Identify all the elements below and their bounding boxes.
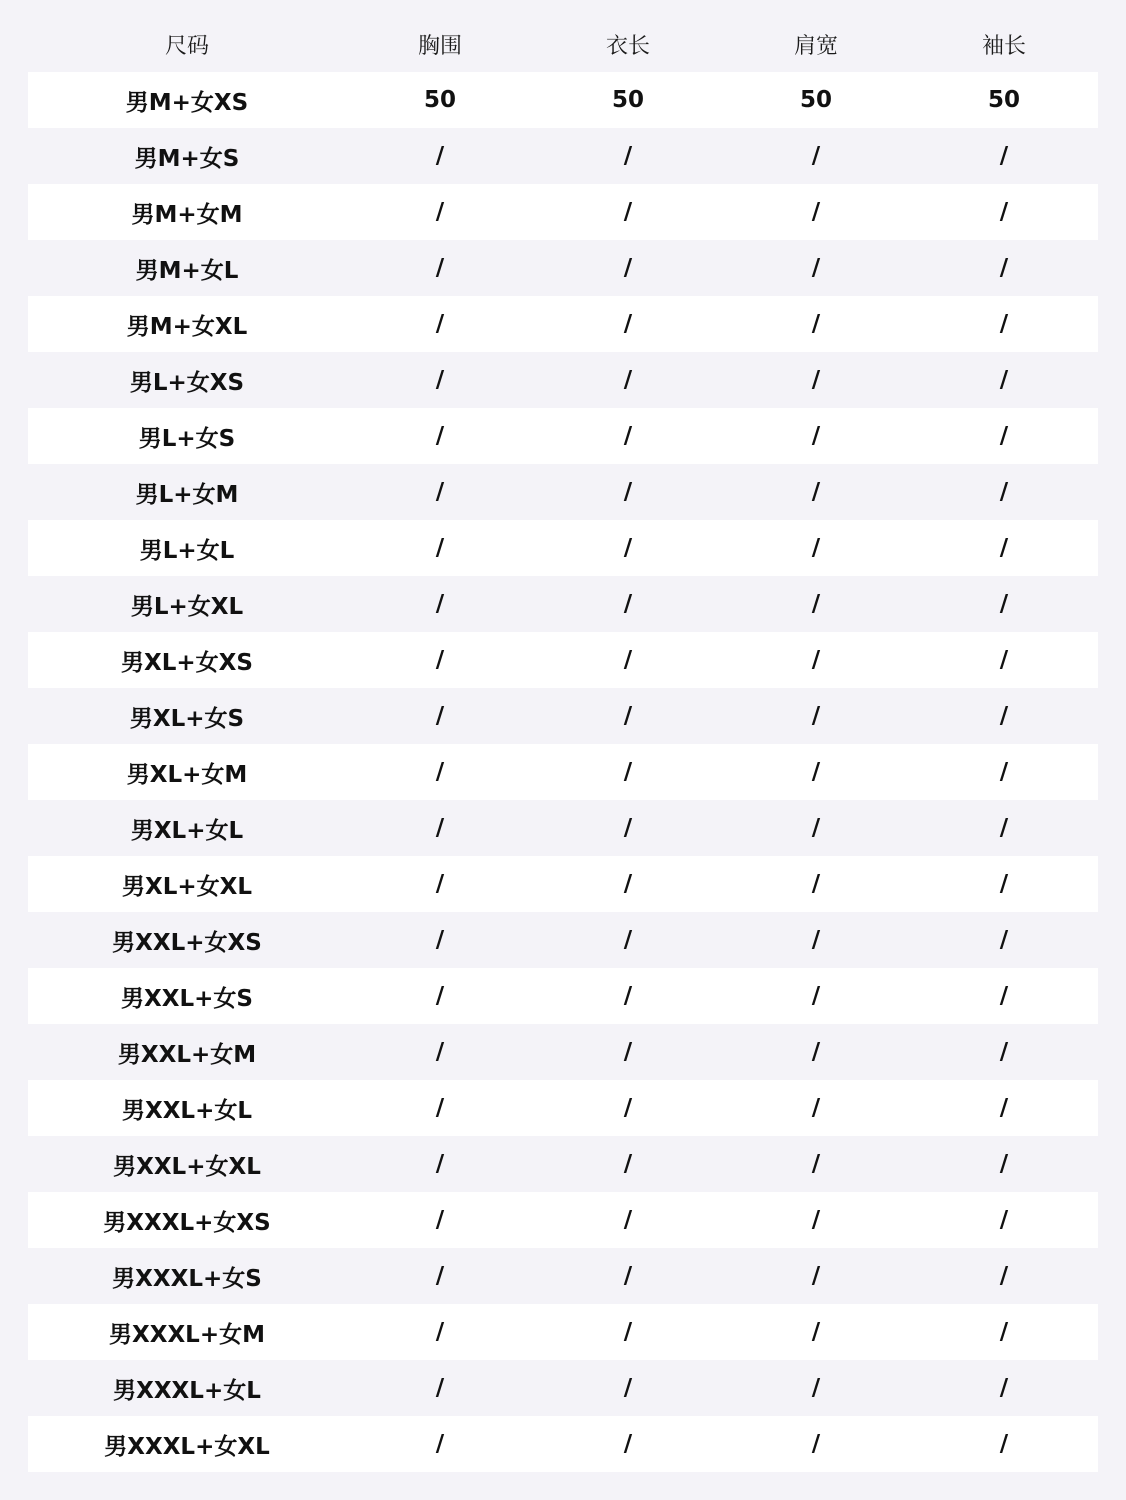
cell-length: /	[623, 1263, 633, 1289]
cell-size: 男XXL+女XS	[112, 929, 262, 956]
cell-shoulder: /	[811, 927, 821, 953]
cell-chest: /	[435, 479, 445, 505]
cell-chest: /	[435, 871, 445, 897]
cell-length: /	[623, 1095, 633, 1121]
cell-shoulder: /	[811, 591, 821, 617]
cell-sleeve: /	[999, 367, 1009, 393]
cell-sleeve: /	[999, 759, 1009, 785]
cell-size: 男L+女L	[139, 537, 235, 564]
cell-shoulder: /	[811, 367, 821, 393]
table-row	[28, 352, 1098, 408]
cell-sleeve: /	[999, 535, 1009, 561]
table-row	[28, 72, 1098, 128]
cell-shoulder: /	[811, 647, 821, 673]
cell-shoulder: /	[811, 255, 821, 281]
cell-size: 男XL+女L	[130, 817, 244, 844]
cell-chest: /	[435, 815, 445, 841]
cell-length: /	[623, 1375, 633, 1401]
cell-length: /	[623, 1319, 633, 1345]
cell-sleeve: /	[999, 199, 1009, 225]
cell-length: /	[623, 927, 633, 953]
table-row	[28, 744, 1098, 800]
cell-sleeve: /	[999, 1375, 1009, 1401]
header-length: 衣长	[605, 33, 650, 59]
cell-size: 男XXXL+女XS	[103, 1209, 271, 1236]
cell-size: 男M+女M	[131, 201, 243, 228]
cell-sleeve: /	[999, 1151, 1009, 1177]
cell-shoulder: /	[811, 479, 821, 505]
cell-chest: /	[435, 199, 445, 225]
cell-chest: 50	[423, 87, 456, 113]
cell-sleeve: /	[999, 479, 1009, 505]
cell-length: /	[623, 815, 633, 841]
cell-length: /	[623, 255, 633, 281]
cell-chest: /	[435, 367, 445, 393]
cell-size: 男L+女S	[138, 425, 236, 452]
cell-size: 男XXXL+女XL	[104, 1433, 270, 1460]
cell-sleeve: 50	[987, 87, 1020, 113]
cell-sleeve: /	[999, 143, 1009, 169]
header-chest: 胸围	[417, 33, 462, 59]
table-row	[28, 408, 1098, 464]
table-row	[28, 1024, 1098, 1080]
cell-shoulder: /	[811, 143, 821, 169]
cell-sleeve: /	[999, 983, 1009, 1009]
cell-chest: /	[435, 535, 445, 561]
cell-length: /	[623, 479, 633, 505]
cell-length: /	[623, 367, 633, 393]
table-row	[28, 1192, 1098, 1248]
cell-length: /	[623, 1431, 633, 1457]
cell-size: 男XXL+女L	[121, 1097, 253, 1124]
cell-shoulder: /	[811, 983, 821, 1009]
table-row	[28, 1416, 1098, 1472]
cell-chest: /	[435, 591, 445, 617]
cell-chest: /	[435, 927, 445, 953]
table-row	[28, 632, 1098, 688]
cell-sleeve: /	[999, 1431, 1009, 1457]
cell-sleeve: /	[999, 815, 1009, 841]
header-sleeve: 袖长	[981, 33, 1026, 59]
cell-length: /	[623, 535, 633, 561]
table-row	[28, 1080, 1098, 1136]
cell-length: /	[623, 1207, 633, 1233]
cell-sleeve: /	[999, 871, 1009, 897]
cell-sleeve: /	[999, 591, 1009, 617]
cell-shoulder: /	[811, 199, 821, 225]
cell-shoulder: /	[811, 871, 821, 897]
cell-size: 男XXXL+女S	[112, 1265, 262, 1292]
cell-chest: /	[435, 1151, 445, 1177]
header-shoulder: 肩宽	[793, 33, 838, 59]
table-row	[28, 1248, 1098, 1304]
cell-sleeve: /	[999, 703, 1009, 729]
table-row	[28, 1136, 1098, 1192]
cell-shoulder: /	[811, 759, 821, 785]
cell-sleeve: /	[999, 1095, 1009, 1121]
cell-sleeve: /	[999, 423, 1009, 449]
table-row	[28, 576, 1098, 632]
cell-length: /	[623, 143, 633, 169]
cell-sleeve: /	[999, 1039, 1009, 1065]
cell-chest: /	[435, 1263, 445, 1289]
cell-size: 男M+女XS	[125, 89, 249, 116]
cell-chest: /	[435, 423, 445, 449]
cell-chest: /	[435, 1431, 445, 1457]
cell-size: 男XXXL+女L	[113, 1377, 261, 1404]
cell-length: /	[623, 423, 633, 449]
cell-shoulder: /	[811, 815, 821, 841]
table-row	[28, 1304, 1098, 1360]
cell-size: 男M+女L	[135, 257, 239, 284]
table-row	[28, 688, 1098, 744]
cell-chest: /	[435, 759, 445, 785]
cell-sleeve: /	[999, 311, 1009, 337]
cell-shoulder: /	[811, 1095, 821, 1121]
cell-shoulder: /	[811, 1039, 821, 1065]
table-row	[28, 464, 1098, 520]
cell-length: /	[623, 647, 633, 673]
cell-length: 50	[611, 87, 644, 113]
cell-size: 男L+女XS	[129, 369, 245, 396]
cell-chest: /	[435, 1207, 445, 1233]
table-body	[28, 72, 1098, 1472]
cell-size: 男M+女XL	[126, 313, 248, 340]
cell-chest: /	[435, 983, 445, 1009]
cell-length: /	[623, 983, 633, 1009]
cell-size: 男XL+女M	[126, 761, 248, 788]
cell-sleeve: /	[999, 1319, 1009, 1345]
cell-length: /	[623, 199, 633, 225]
cell-chest: /	[435, 255, 445, 281]
cell-size: 男XXL+女M	[117, 1041, 257, 1068]
cell-sleeve: /	[999, 647, 1009, 673]
table-row	[28, 240, 1098, 296]
cell-shoulder: /	[811, 423, 821, 449]
cell-shoulder: /	[811, 703, 821, 729]
cell-size: 男M+女S	[134, 145, 240, 172]
cell-size: 男L+女M	[135, 481, 239, 508]
table-row	[28, 296, 1098, 352]
cell-chest: /	[435, 1375, 445, 1401]
table-row	[28, 856, 1098, 912]
size-chart-table	[28, 16, 1098, 1472]
header-size: 尺码	[164, 33, 209, 59]
cell-sleeve: /	[999, 1207, 1009, 1233]
cell-size: 男XL+女S	[129, 705, 245, 732]
cell-length: /	[623, 871, 633, 897]
cell-shoulder: /	[811, 311, 821, 337]
cell-chest: /	[435, 703, 445, 729]
cell-shoulder: /	[811, 1151, 821, 1177]
cell-size: 男XXL+女S	[121, 985, 253, 1012]
cell-length: /	[623, 1151, 633, 1177]
cell-size: 男L+女XL	[130, 593, 244, 620]
cell-shoulder: /	[811, 1319, 821, 1345]
cell-length: /	[623, 703, 633, 729]
cell-shoulder: /	[811, 1207, 821, 1233]
cell-shoulder: /	[811, 1263, 821, 1289]
cell-chest: /	[435, 1095, 445, 1121]
table-row	[28, 800, 1098, 856]
cell-length: /	[623, 591, 633, 617]
cell-sleeve: /	[999, 255, 1009, 281]
cell-shoulder: /	[811, 1431, 821, 1457]
cell-size: 男XL+女XS	[121, 649, 253, 676]
cell-size: 男XL+女XL	[121, 873, 253, 900]
cell-size: 男XXL+女XL	[113, 1153, 261, 1180]
cell-length: /	[623, 1039, 633, 1065]
table-row	[28, 1360, 1098, 1416]
table-header-row	[28, 16, 1098, 72]
cell-sleeve: /	[999, 1263, 1009, 1289]
table-row	[28, 184, 1098, 240]
table-row	[28, 128, 1098, 184]
table-row	[28, 520, 1098, 576]
cell-chest: /	[435, 1039, 445, 1065]
cell-size: 男XXXL+女M	[108, 1321, 265, 1348]
cell-length: /	[623, 311, 633, 337]
cell-chest: /	[435, 311, 445, 337]
cell-length: /	[623, 759, 633, 785]
cell-chest: /	[435, 1319, 445, 1345]
table-row	[28, 968, 1098, 1024]
cell-chest: /	[435, 647, 445, 673]
cell-chest: /	[435, 143, 445, 169]
table-row	[28, 912, 1098, 968]
cell-shoulder: 50	[799, 87, 832, 113]
cell-shoulder: /	[811, 1375, 821, 1401]
cell-sleeve: /	[999, 927, 1009, 953]
cell-shoulder: /	[811, 535, 821, 561]
